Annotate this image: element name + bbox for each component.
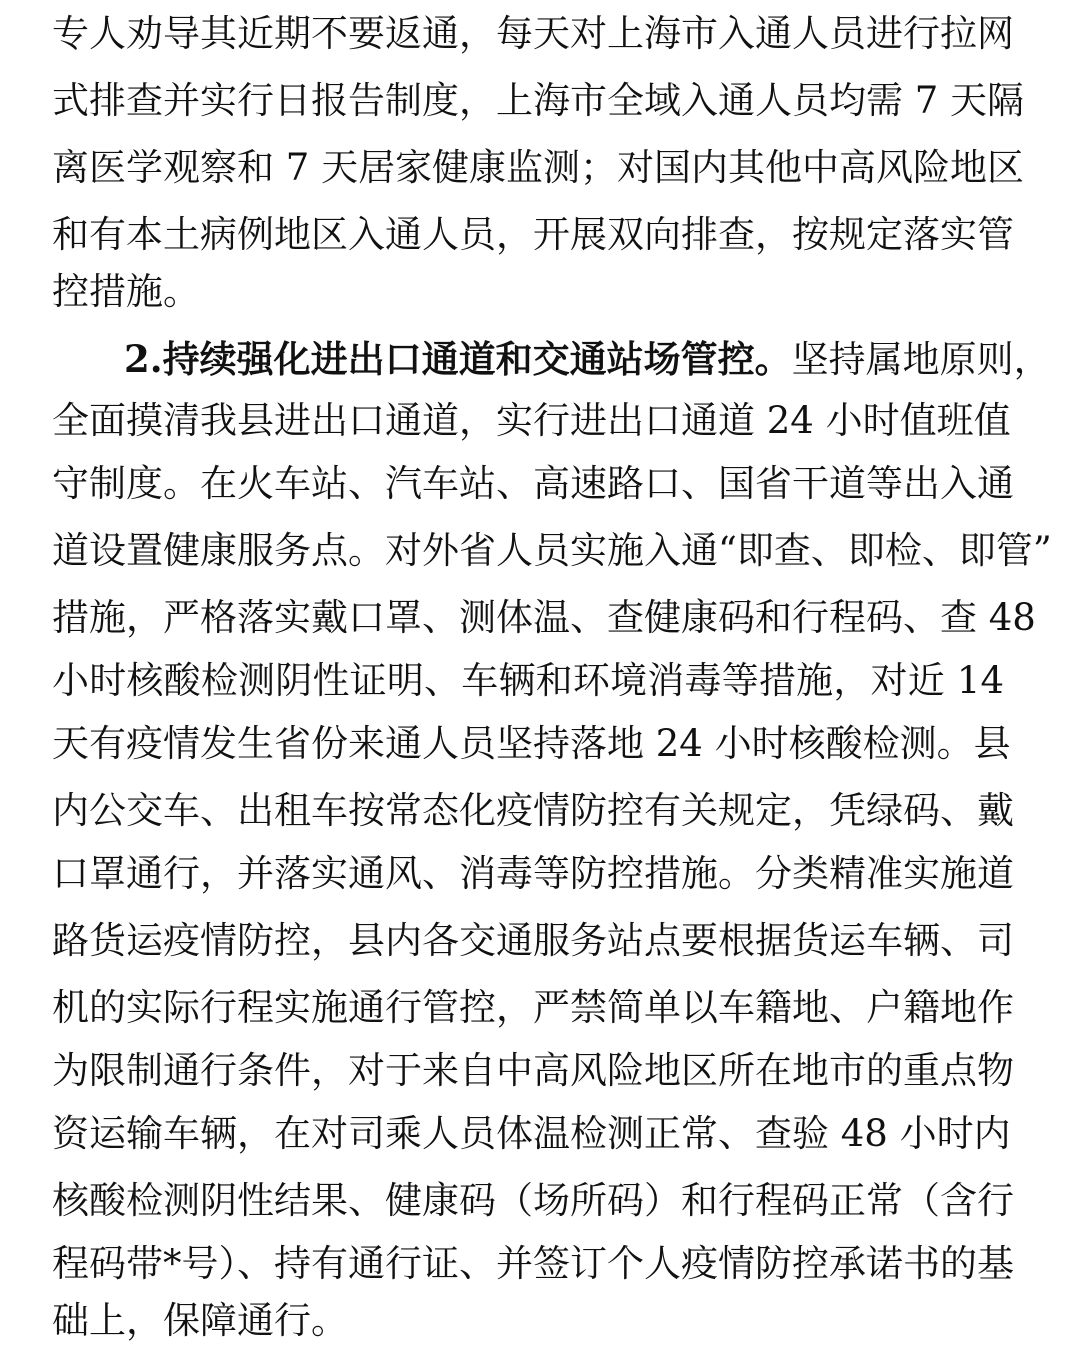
heading-line-text: 坚持属地原则， — [791, 338, 1051, 381]
section-heading: 2.持续强化进出口通道和交通站场管控。 — [124, 337, 792, 381]
text-line: 道设置健康服务点。对外省人员实施入通“即查、即检、即管” — [52, 529, 1052, 572]
text-line: 天有疫情发生省份来通人员坚持落地 24 小时核酸检测。县 — [52, 722, 1011, 765]
text-line: 程码带*号）、持有通行证、并签订个人疫情防控承诺书的基 — [52, 1242, 1014, 1285]
text-line: 小时核酸检测阴性证明、车辆和环境消毒等措施，对近 14 — [52, 659, 1004, 702]
text-line: 离医学观察和 7 天居家健康监测；对国内其他中高风险地区 — [52, 146, 1025, 189]
text-line: 专人劝导其近期不要返通，每天对上海市入通人员进行拉网 — [52, 12, 1014, 55]
text-line: 控措施。 — [52, 270, 200, 313]
text-line: 全面摸清我县进出口通道，实行进出口通道 24 小时值班值 — [52, 399, 1011, 442]
text-line: 资运输车辆，在对司乘人员体温检测正常、查验 48 小时内 — [52, 1112, 1011, 1155]
text-line: 和有本土病例地区入通人员，开展双向排查，按规定落实管 — [52, 213, 1014, 256]
text-line: 为限制通行条件，对于来自中高风险地区所在地市的重点物 — [52, 1049, 1014, 1092]
text-line: 础上，保障通行。 — [52, 1299, 348, 1342]
text-line: 式排查并实行日报告制度，上海市全域入通人员均需 7 天隔 — [52, 79, 1025, 122]
section-heading-line — [124, 325, 1051, 393]
text-line: 核酸检测阴性结果、健康码（场所码）和行程码正常（含行 — [52, 1179, 1014, 1222]
text-line: 路货运疫情防控，县内各交通服务站点要根据货运车辆、司 — [52, 919, 1014, 962]
text-line: 内公交车、出租车按常态化疫情防控有关规定，凭绿码、戴 — [52, 789, 1014, 832]
text-line: 机的实际行程实施通行管控，严禁简单以车籍地、户籍地作 — [52, 986, 1014, 1029]
text-line: 守制度。在火车站、汽车站、高速路口、国省干道等出入通 — [52, 462, 1014, 505]
text-line: 措施，严格落实戴口罩、测体温、查健康码和行程码、查 48 — [52, 596, 1036, 639]
text-line: 口罩通行，并落实通风、消毒等防控措施。分类精准实施道 — [52, 852, 1014, 895]
